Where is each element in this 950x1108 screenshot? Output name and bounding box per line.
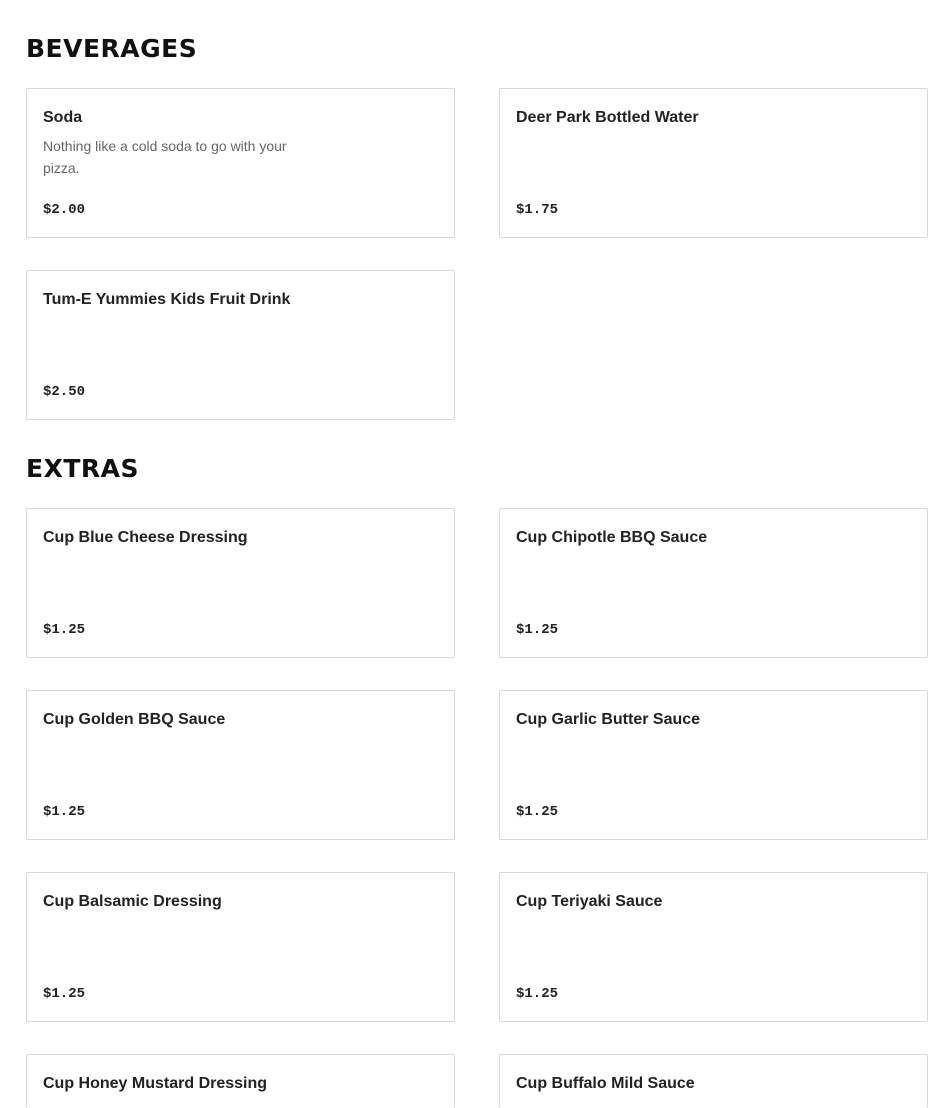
- menu-item-chipotle-bbq-sauce[interactable]: [499, 508, 928, 658]
- item-price: $1.25: [43, 622, 86, 638]
- item-name: Cup Balsamic Dressing: [43, 893, 222, 910]
- menu-item-buffalo-mild-sauce[interactable]: [499, 1054, 928, 1108]
- menu-item-golden-bbq-sauce[interactable]: [26, 690, 455, 840]
- section-title-beverages: BEVERAGES: [26, 34, 198, 63]
- menu-item-kids-fruit-drink[interactable]: [26, 270, 455, 420]
- item-price: $1.25: [43, 804, 86, 820]
- item-price: $2.00: [43, 202, 86, 218]
- menu-item-teriyaki-sauce[interactable]: [499, 872, 928, 1022]
- menu-item-honey-mustard-dressing[interactable]: [26, 1054, 455, 1108]
- section-title-extras: EXTRAS: [26, 454, 140, 483]
- item-name: Cup Teriyaki Sauce: [516, 893, 663, 910]
- item-price: $1.75: [516, 202, 559, 218]
- menu-item-balsamic-dressing[interactable]: [26, 872, 455, 1022]
- item-description: Nothing like a cold soda to go with your pizza.: [43, 138, 287, 176]
- item-name: Cup Golden BBQ Sauce: [43, 711, 226, 728]
- item-price: $2.50: [43, 384, 86, 400]
- menu-item-soda[interactable]: [26, 88, 455, 238]
- menu-item-deer-park-bottled-water[interactable]: [499, 88, 928, 238]
- item-name: Cup Buffalo Mild Sauce: [516, 1075, 695, 1092]
- item-name: Soda: [43, 109, 83, 126]
- item-name: Cup Honey Mustard Dressing: [43, 1075, 268, 1092]
- item-name: Cup Blue Cheese Dressing: [43, 529, 248, 546]
- item-price: $1.25: [516, 986, 559, 1002]
- item-price: $1.25: [516, 804, 559, 820]
- item-price: $1.25: [43, 986, 86, 1002]
- item-name: Cup Garlic Butter Sauce: [516, 711, 701, 728]
- item-name: Cup Chipotle BBQ Sauce: [516, 529, 708, 546]
- item-name: Tum-E Yummies Kids Fruit Drink: [43, 291, 291, 308]
- item-name: Deer Park Bottled Water: [516, 109, 699, 126]
- item-price: $1.25: [516, 622, 559, 638]
- menu-item-garlic-butter-sauce[interactable]: [499, 690, 928, 840]
- menu-item-blue-cheese-dressing[interactable]: [26, 508, 455, 658]
